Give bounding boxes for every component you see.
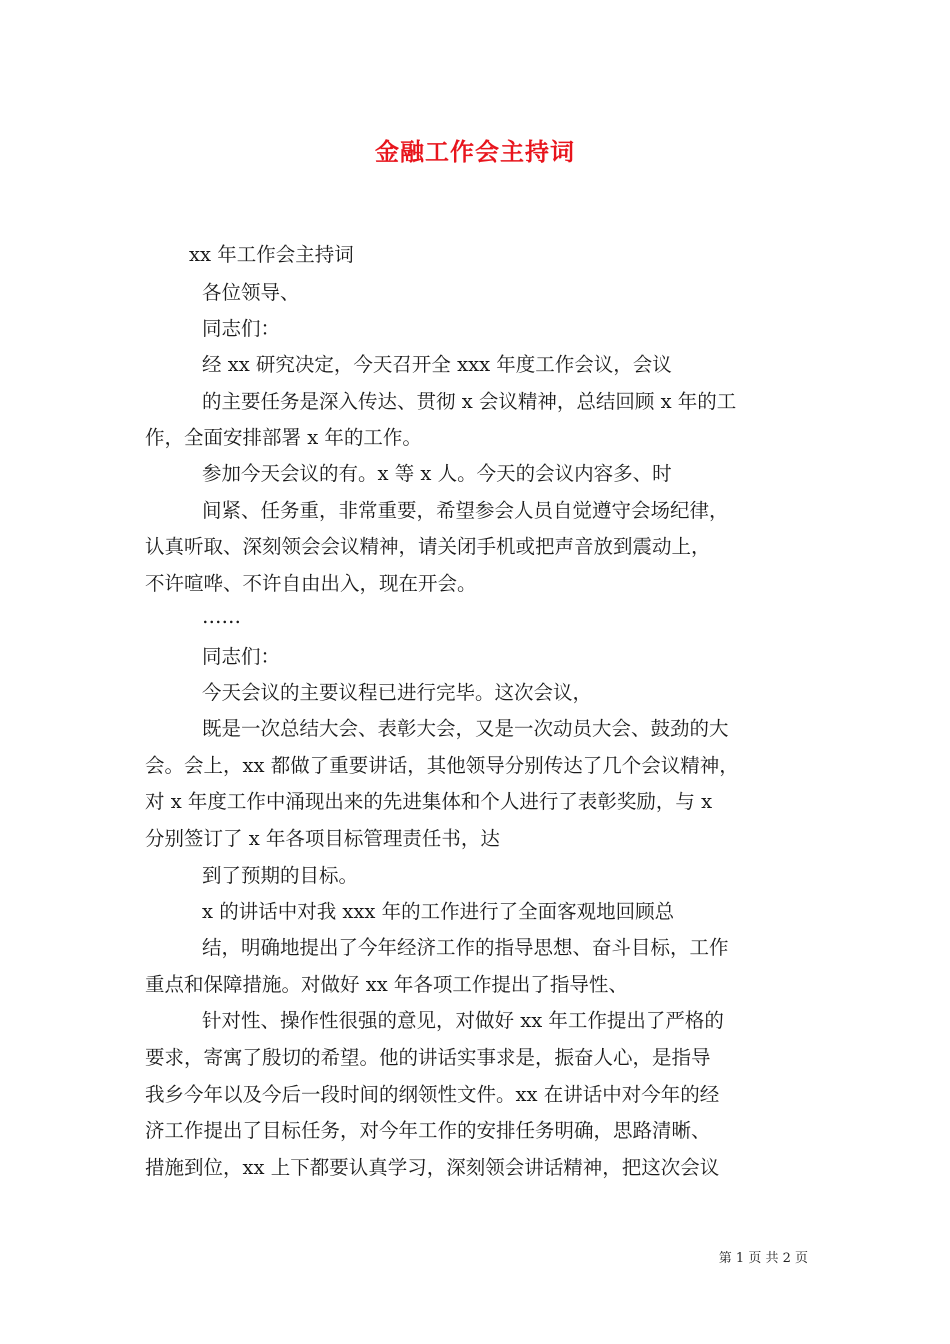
page-number: 第 1 页 共 2 页	[718, 1251, 808, 1266]
text-line: 分别签订了 x 年各项目标管理责任书，达	[145, 827, 500, 850]
text-line: 针对性、操作性很强的意见，对做好 xx 年工作提出了严格的	[202, 1009, 724, 1032]
text-line: 间紧、任务重，非常重要，希望参会人员自觉遵守会场纪律，	[202, 499, 729, 522]
text-line: 的主要任务是深入传达、贯彻 x 会议精神，总结回顾 x 年的工	[202, 390, 737, 413]
text-line: 重点和保障措施。对做好 xx 年各项工作提出了指导性、	[145, 973, 628, 996]
text-line: 不许喧哗、不许自由出入，现在开会。	[145, 572, 477, 595]
subtitle-line: xx 年工作会主持词	[189, 243, 354, 266]
text-line: 我乡今年以及今后一段时间的纲领性文件。xx 在讲话中对今年的经	[145, 1083, 720, 1106]
text-line: 经 xx 研究决定，今天召开全 xxx 年度工作会议，会议	[202, 353, 672, 376]
text-line: x 的讲话中对我 xxx 年的工作进行了全面客观地回顾总	[202, 900, 675, 923]
text-line: 各位领导、	[202, 281, 300, 304]
text-line: 参加今天会议的有。x 等 x 人。今天的会议内容多、时	[202, 462, 672, 485]
document-title: 金融工作会主持词	[375, 137, 575, 166]
text-line: 对 x 年度工作中涌现出来的先进集体和个人进行了表彰奖励，与 x	[145, 790, 713, 813]
text-line: 认真听取、深刻领会会议精神，请关闭手机或把声音放到震动上，	[145, 535, 711, 558]
text-line: 既是一次总结大会、表彰大会，又是一次动员大会、鼓劲的大	[202, 717, 729, 740]
text-line: 作，全面安排部署 x 年的工作。	[145, 426, 422, 449]
text-line: 同志们：	[202, 317, 281, 340]
text-line: 今天会议的主要议程已进行完毕。这次会议，	[202, 681, 593, 704]
text-line: 要求，寄寓了殷切的希望。他的讲话实事求是，振奋人心，是指导	[145, 1046, 711, 1069]
text-line: 会。会上，xx 都做了重要讲话，其他领导分别传达了几个会议精神，	[145, 754, 739, 777]
text-line: 到了预期的目标。	[202, 864, 359, 887]
text-line: 措施到位，xx 上下都要认真学习，深刻领会讲话精神，把这次会议	[145, 1156, 720, 1179]
ellipsis-line: ……	[202, 605, 241, 628]
text-line: 结，明确地提出了今年经济工作的指导思想、奋斗目标，工作	[202, 936, 729, 959]
text-line: 同志们：	[202, 645, 281, 668]
text-line: 济工作提出了目标任务，对今年工作的安排任务明确，思路清晰、	[145, 1119, 711, 1142]
